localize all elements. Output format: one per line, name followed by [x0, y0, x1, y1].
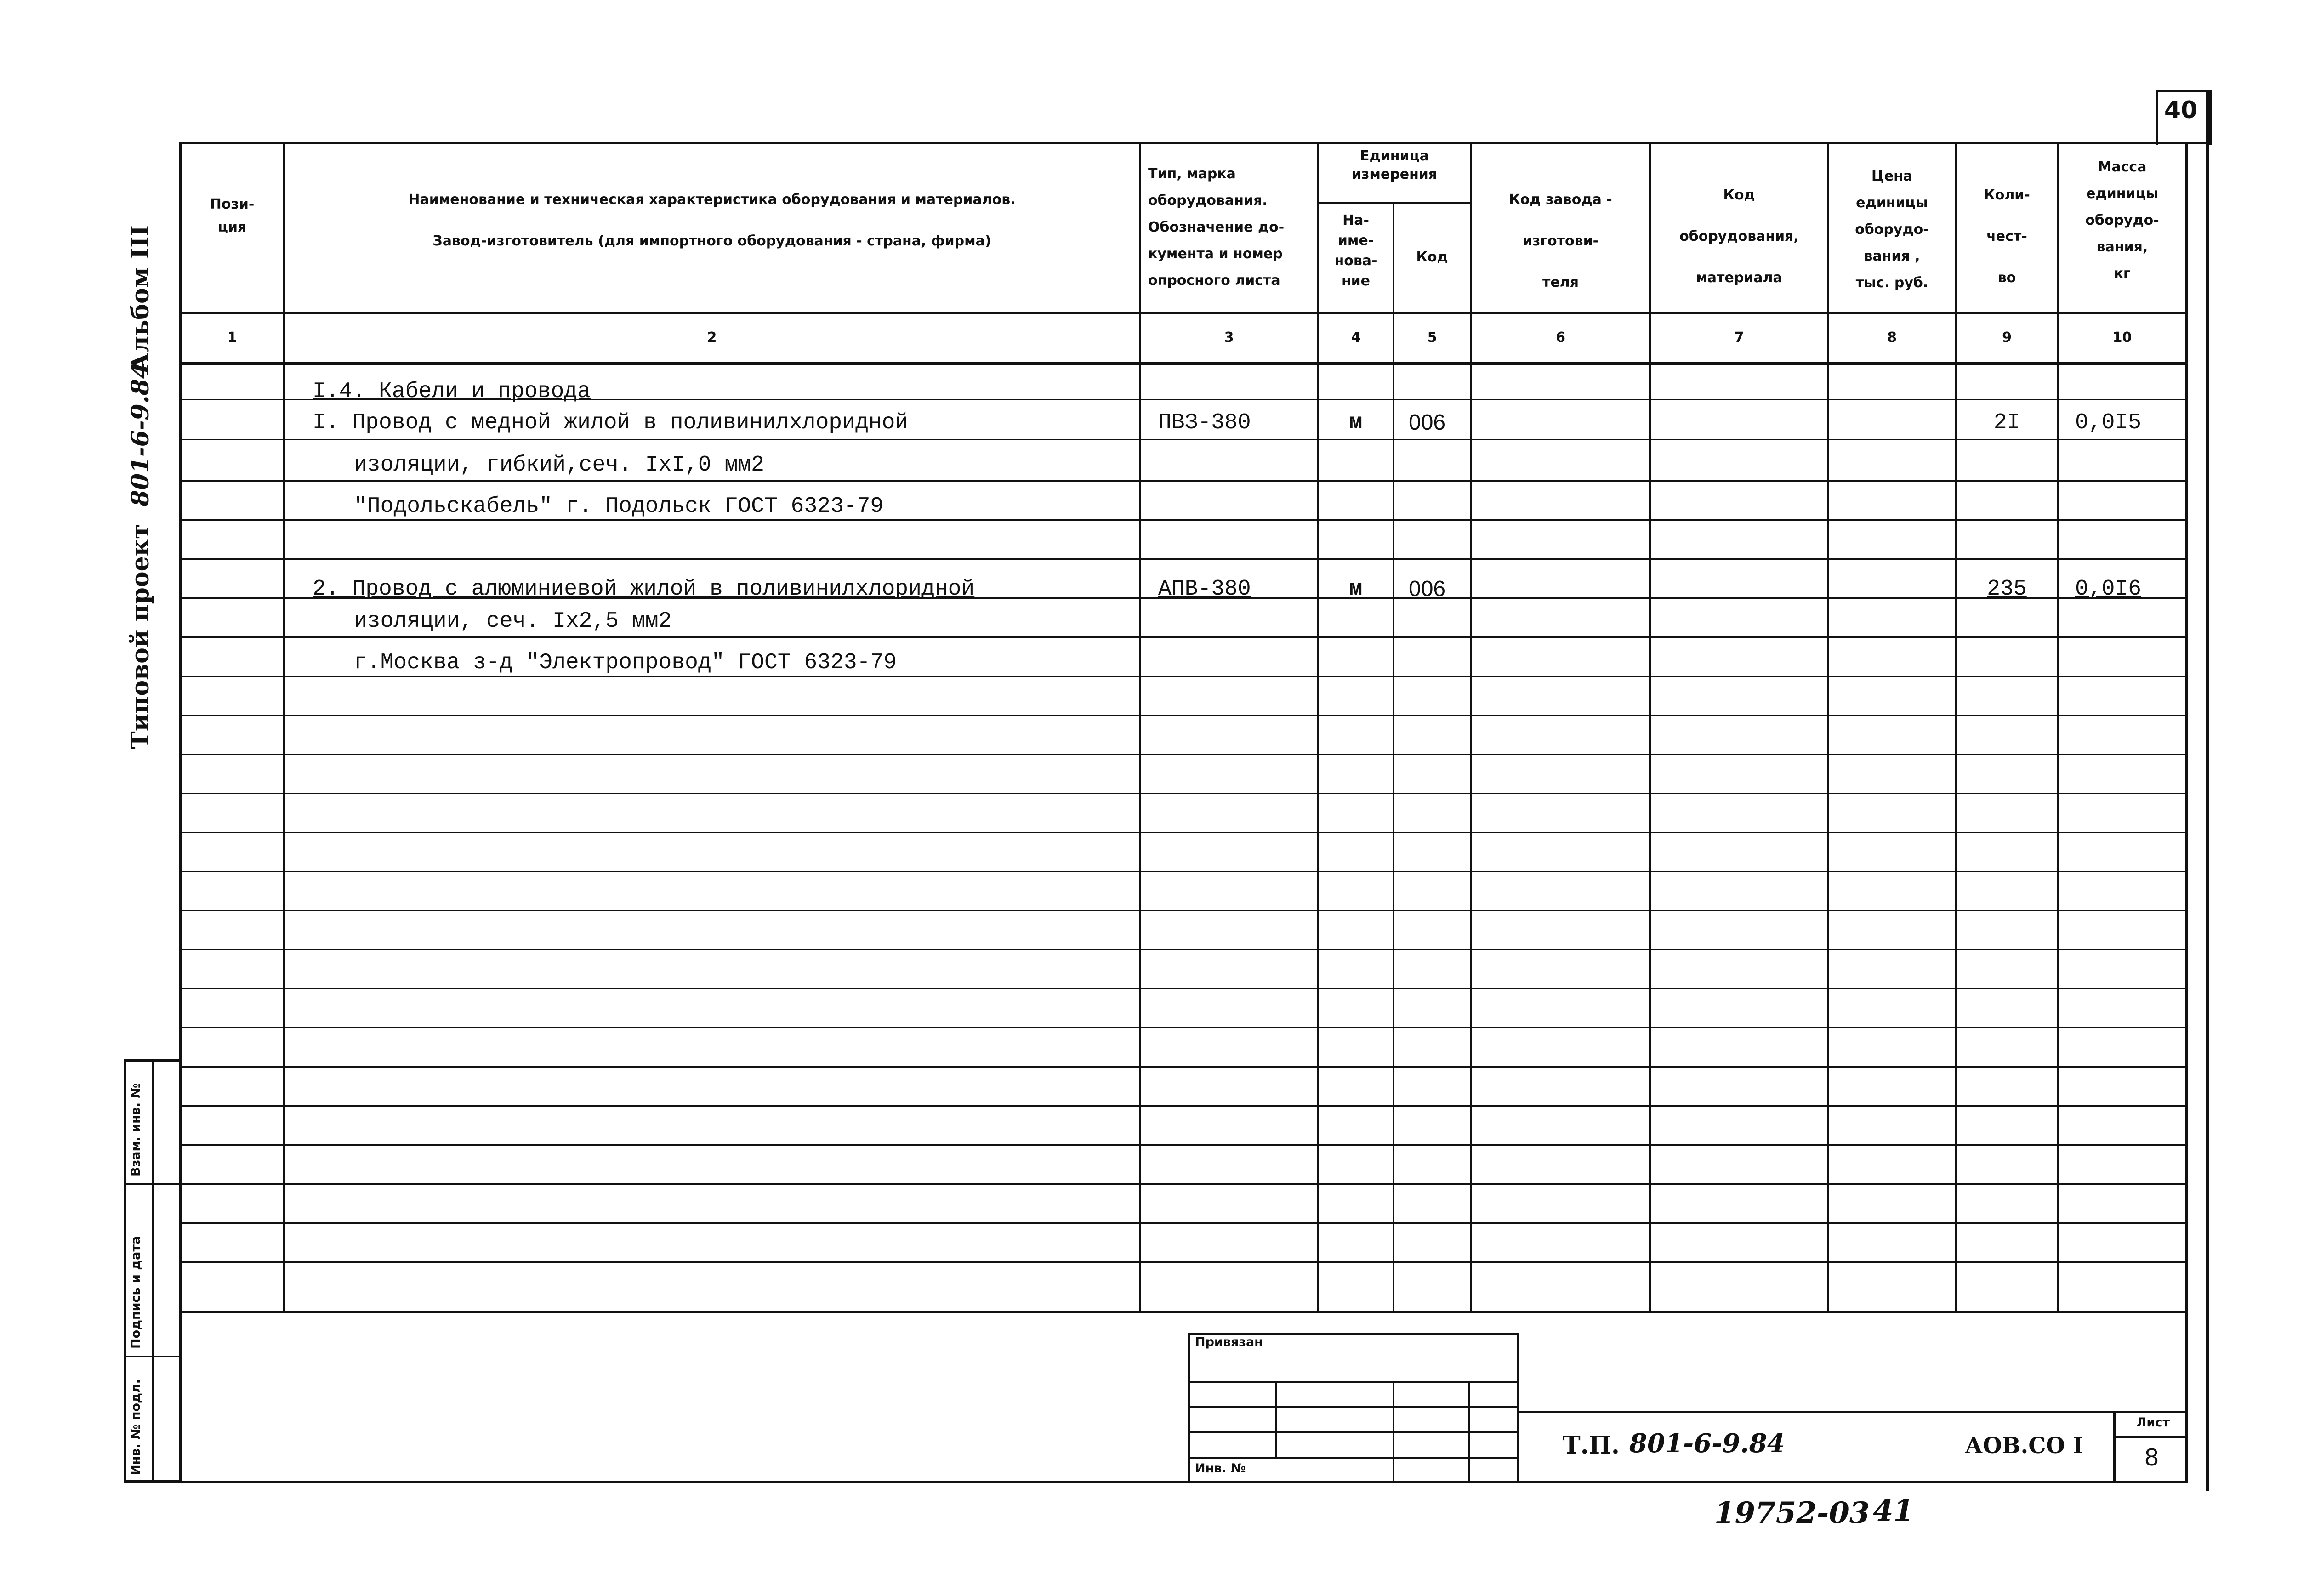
col-sep-8 — [1955, 142, 1957, 1312]
side-stamp-sign-date: Подпись и дата — [129, 1236, 143, 1349]
side-stamp-inv-orig: Инв. № подл. — [129, 1379, 143, 1475]
side-stamp-sep-1 — [124, 1183, 182, 1185]
header-position: Пози- ция — [210, 196, 255, 235]
col-sep-7 — [1827, 142, 1829, 1312]
header-name-line1: Наименование и техническая характеристика оборудования и материалов. — [408, 192, 1016, 208]
item2-qty: 235 — [1987, 577, 2027, 602]
side-album: Альбом III — [126, 225, 154, 372]
side-stamp-sep-2 — [124, 1356, 182, 1357]
item1-type: ПВЗ-380 — [1158, 410, 1251, 435]
doc-code: АОВ.СО I — [1965, 1433, 2083, 1459]
col-sep-1 — [283, 142, 285, 1312]
item1-line2: изоляции, гибкий,сеч. IxI,0 мм2 — [354, 453, 764, 477]
attached-col-3 — [1468, 1381, 1470, 1482]
item2-line2: изоляции, сеч. Ix2,5 мм2 — [354, 609, 672, 634]
colnum-2: 2 — [707, 329, 717, 346]
section-title: I.4. Кабели и провода — [313, 379, 591, 404]
page-number: 40 — [2164, 97, 2198, 124]
header-unit-name: На- име- нова- ние — [1334, 212, 1377, 289]
tp-number: 801-6-9.84 — [1629, 1428, 1785, 1459]
item2-code: 006 — [1409, 577, 1446, 601]
item2-unit: м — [1349, 577, 1363, 602]
sheet-box-sep — [2113, 1436, 2188, 1438]
colnum-1: 1 — [227, 329, 237, 346]
header-unit: Единица измерения — [1351, 148, 1438, 182]
col-sep-3 — [1317, 142, 1319, 1312]
item1-qty: 2I — [1993, 410, 2020, 435]
col-sep-6 — [1649, 142, 1651, 1312]
col-sep-9 — [2057, 142, 2059, 1312]
archive-number: 19752-03 — [1714, 1496, 1870, 1530]
tp-label: Т.П. — [1563, 1431, 1620, 1460]
col-sep-2 — [1139, 142, 1141, 1312]
colnum-7: 7 — [1734, 329, 1744, 346]
header-mass: Масса единицы оборудо- вания, кг — [2085, 159, 2159, 282]
colnum-8: 8 — [1887, 329, 1897, 346]
col-sep-4 — [1393, 202, 1394, 1312]
frame-top-outer — [179, 142, 2209, 144]
side-project-title: Типовой проект 801-6-9.84 — [126, 362, 154, 749]
item1-code: 006 — [1409, 410, 1446, 435]
table-bottom — [179, 1311, 2188, 1313]
colnum-6: 6 — [1556, 329, 1565, 346]
header-quantity: Коли- чест- во — [1984, 187, 2030, 286]
side-stamp-replace-inv: Взам. инв. № — [129, 1083, 143, 1176]
colnum-10: 10 — [2112, 329, 2132, 346]
col-sep-5 — [1470, 142, 1472, 1312]
item2-type: АПВ-380 — [1158, 577, 1251, 602]
unit-header-divider — [1317, 202, 1472, 204]
attached-inv-label: Инв. № — [1195, 1461, 1246, 1476]
frame-right — [2206, 90, 2209, 1491]
colnum-3: 3 — [1224, 329, 1234, 346]
frame-bottom — [124, 1481, 2188, 1483]
side-stamp-sep-vert — [152, 1059, 154, 1482]
attached-col-2 — [1393, 1381, 1394, 1482]
titleblock-top — [1519, 1411, 2188, 1413]
header-price: Цена единицы оборудо- вания , тыс. руб. — [1855, 168, 1929, 291]
item1-mass: 0,0I5 — [2075, 410, 2142, 435]
sheet-label: Лист — [2136, 1415, 2170, 1430]
item1-unit: м — [1349, 410, 1363, 435]
attached-col-1 — [1275, 1381, 1277, 1457]
colnum-9: 9 — [2002, 329, 2012, 346]
header-bottom — [179, 312, 2188, 314]
item2-mass: 0,0I6 — [2075, 577, 2142, 602]
archive-sheet: 41 — [1873, 1494, 1914, 1528]
item2-line1: 2. Провод с алюминиевой жилой в поливинилхлоридной — [313, 577, 975, 602]
table-right — [2185, 142, 2188, 1483]
sheet-number: 8 — [2144, 1443, 2159, 1471]
item1-line1: I. Провод с медной жилой в поливинилхлоридной — [313, 410, 909, 435]
header-name-line2: Завод-изготовитель (для импортного оборудования - страна, фирма) — [432, 233, 991, 249]
attached-label: Привязан — [1195, 1335, 1263, 1349]
colnum-bottom — [179, 362, 2188, 365]
colnum-5: 5 — [1427, 329, 1437, 346]
header-unit-code: Код — [1416, 249, 1448, 265]
item1-line3: "Подольскабель" г. Подольск ГОСТ 6323-79 — [354, 494, 884, 519]
header-type: Тип, марка оборудования. Обозначение до- кумента и номер опросного листа — [1148, 166, 1285, 289]
header-equipment-code: Код оборудования, материала — [1679, 187, 1799, 286]
item2-line3: г.Москва з-д "Электропровод" ГОСТ 6323-79 — [354, 650, 897, 675]
colnum-4: 4 — [1351, 329, 1361, 346]
header-factory-code: Код завода - изготови- теля — [1509, 192, 1612, 290]
